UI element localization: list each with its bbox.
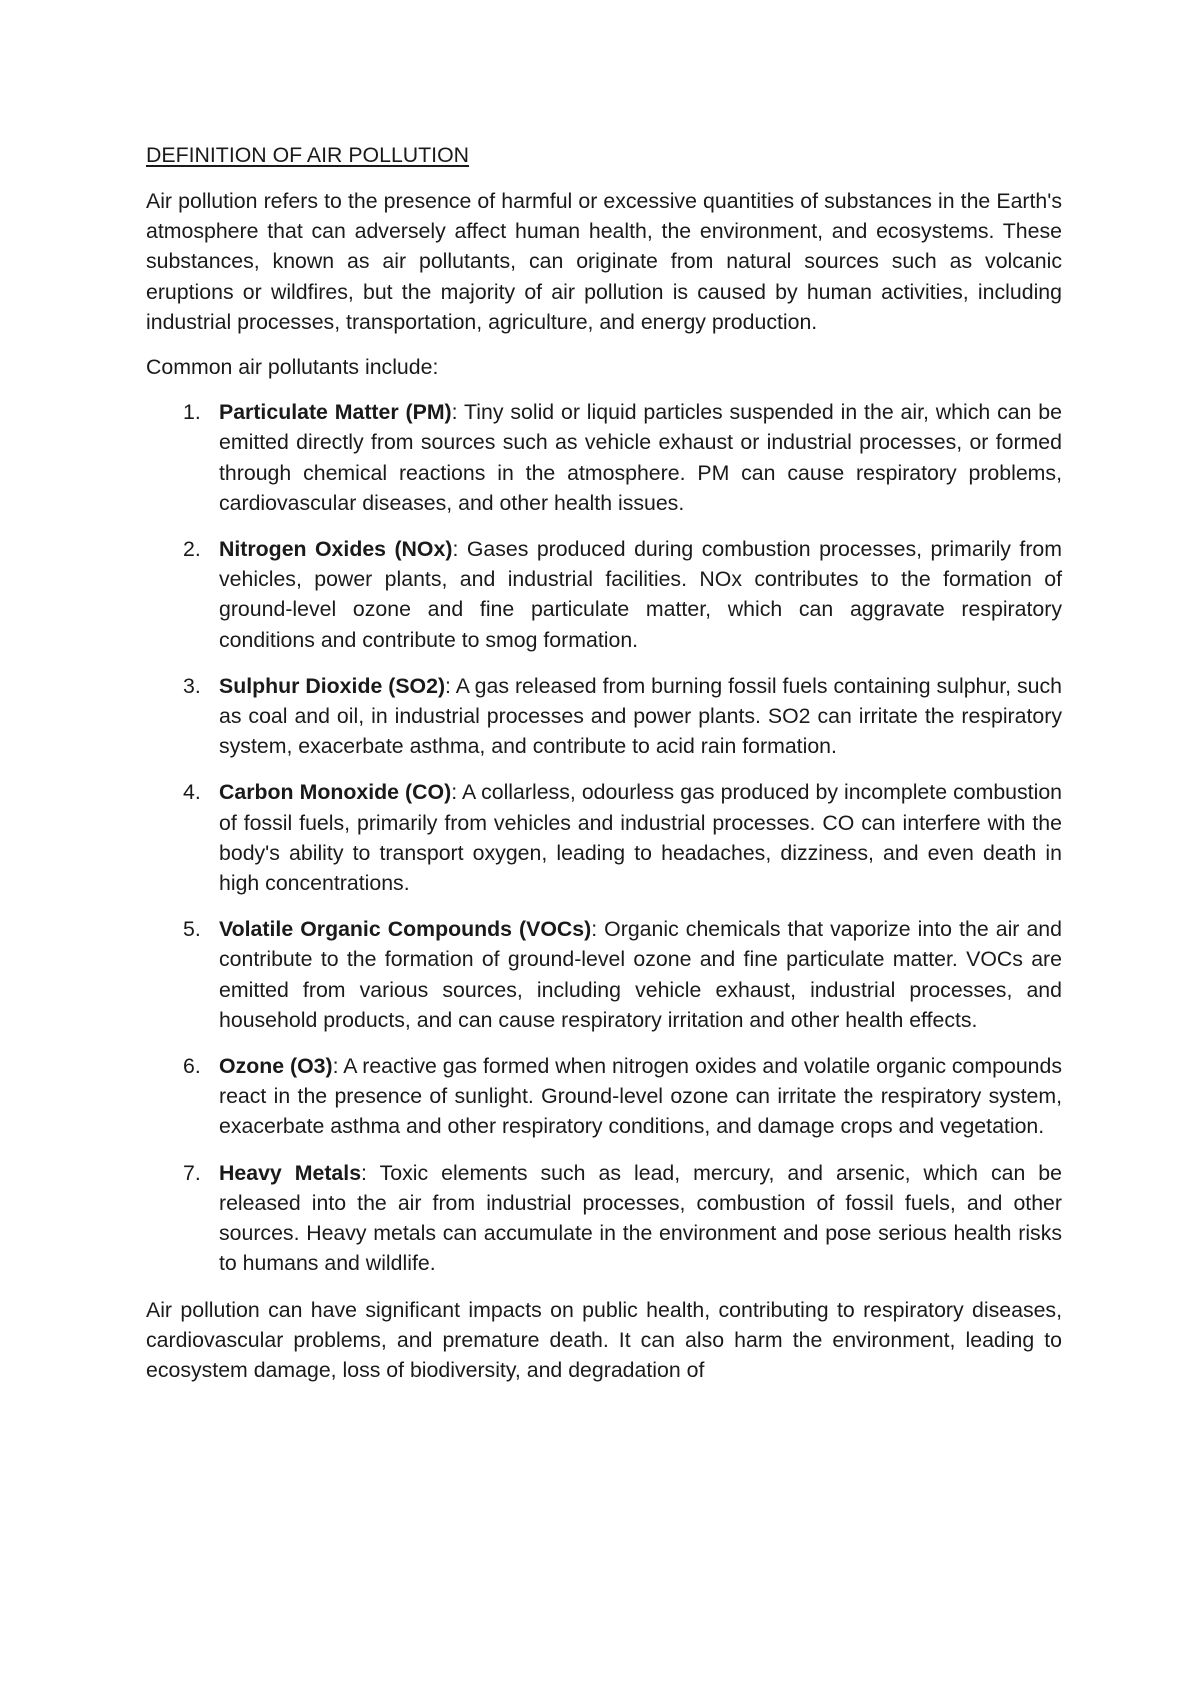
- list-item: [146, 534, 1062, 655]
- document-page: [146, 140, 1062, 1400]
- list-item: [146, 1051, 1062, 1142]
- list-item: [146, 671, 1062, 762]
- list-number: 4.: [183, 780, 201, 805]
- pollutant-description: : Organic chemicals that vaporize into the air and contribute to the formation of ground-level ozone and fine particulate matter. VOCs are emitted from various sources, including vehicle exhaust, industrial processes, and household products, and can cause respiratory irritation and other health effects.: [219, 917, 1062, 1032]
- list-item: [146, 1158, 1062, 1279]
- closing-paragraph: Air pollution can have significant impacts on public health, contributing to respiratory diseases, cardiovascular problems, and premature death. It can also harm the environment, leading to ecosystem damage, loss of biodiversity, and degradation of: [146, 1297, 1062, 1382]
- list-number: 6.: [183, 1054, 201, 1079]
- list-intro: Common air pollutants include:: [146, 355, 439, 380]
- intro-paragraph: Air pollution refers to the presence of harmful or excessive quantities of substances in the Earth's atmosphere that can adversely affect human health, the environment, and ecosystems. These substances, known as air pollutants, can originate from natural sources such as volcanic eruptions or wildfires, but the majority of air pollution is caused by human activities, including industrial processes, transportation, agriculture, and energy production.: [146, 189, 1062, 334]
- list-number: 3.: [183, 673, 201, 698]
- pollutant-term: Particulate Matter (PM): [219, 400, 452, 425]
- list-number: 1.: [183, 400, 201, 425]
- pollutant-term: Nitrogen Oxides (NOx): [219, 537, 453, 562]
- list-number: 7.: [183, 1160, 201, 1185]
- pollutant-description: : Toxic elements such as lead, mercury, and arsenic, which can be released into the air from industrial processes, combustion of fossil fuels, and other sources. Heavy metals can accumulate in the environment and pose serious health risks to humans and wildlife.: [219, 1160, 1062, 1276]
- list-item: [146, 397, 1062, 518]
- pollutant-description: : Gases produced during combustion processes, primarily from vehicles, power plants, and industrial facilities. NOx contributes to the formation of ground-level ozone and fine particulate matter, which can aggravate respiratory conditions and contribute to smog formation.: [219, 537, 1062, 652]
- pollutant-term: Ozone (O3): [219, 1054, 333, 1079]
- pollutant-term: Carbon Monoxide (CO): [219, 780, 452, 805]
- pollutant-description: : A reactive gas formed when nitrogen oxides and volatile organic compounds react in the presence of sunlight. Ground-level ozone can irritate the respiratory system, exacerbate asthma and other respiratory conditions, and damage crops and vegetation.: [219, 1054, 1063, 1139]
- pollutant-term: Sulphur Dioxide (SO2): [219, 673, 446, 698]
- pollutant-term: Volatile Organic Compounds (VOCs): [219, 917, 592, 942]
- list-number: 5.: [183, 917, 201, 942]
- list-item: [146, 914, 1062, 1035]
- list-item: [146, 777, 1062, 898]
- pollutant-description: : Tiny solid or liquid particles suspended in the air, which can be emitted directly from sources such as vehicle exhaust or industrial processes, or formed through chemical reactions in the atmosphere. PM can cause respiratory problems, cardiovascular diseases, and other health issues.: [219, 400, 1062, 515]
- pollutant-term: Heavy Metals: [219, 1160, 362, 1185]
- pollutant-description: : A gas released from burning fossil fuels containing sulphur, such as coal and oil, in industrial processes and power plants. SO2 can irritate the respiratory system, exacerbate asthma, and contribute to acid rain formation.: [219, 673, 1063, 759]
- pollutant-description: : A collarless, odourless gas produced by incomplete combustion of fossil fuels, primarily from vehicles and industrial processes. CO can interfere with the body's ability to transport oxygen, leading to headaches, dizziness, and even death in high concentrations.: [219, 780, 1063, 896]
- document-heading: DEFINITION OF AIR POLLUTION: [146, 143, 470, 167]
- pollutant-list: [146, 397, 1062, 1278]
- list-number: 2.: [183, 537, 201, 562]
